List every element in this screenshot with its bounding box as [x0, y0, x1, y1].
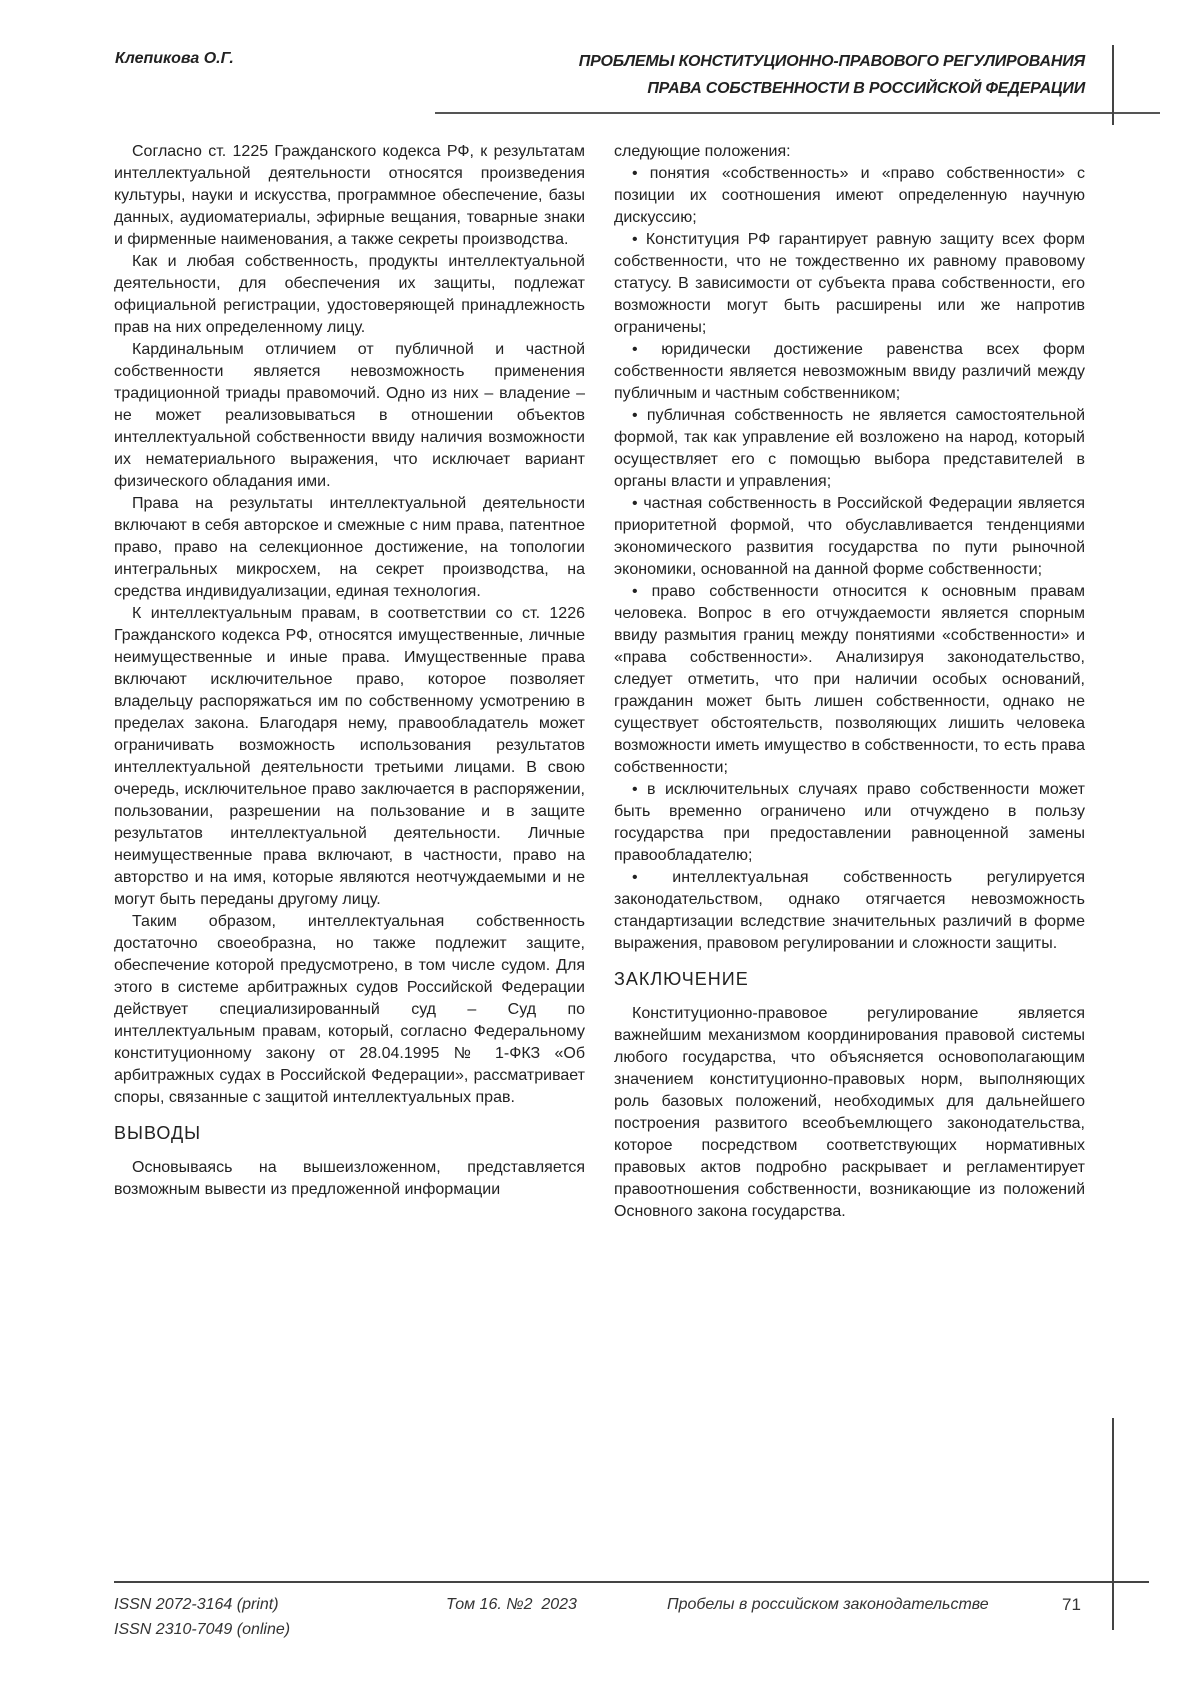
- paragraph: К интеллектуальным правам, в соответствии со ст. 1226 Гражданского кодекса РФ, относятся имущественные, личные неимущественные и иные права. Имущественные права включают исключительное право, которое позволяет владельцу распоряжаться им по собственному усмотрению в пределах закона. Благодаря нему, правообладатель может ограничивать возможность использования результатов интеллектуальной деятельности третьими лицами. В свою очередь, исключительное право заключается в распоряжении, пользовании, разрешении на пользование и в защите результатов интеллектуальной деятельности. Личные неимущественные права включают, в частности, право на авторство и на имя, которые являются неотчуждаемыми и не могут быть переданы другому лицу.: [114, 603, 585, 911]
- section-heading-conclusion: ЗАКЛЮЧЕНИЕ: [614, 967, 1085, 991]
- paragraph: Таким образом, интеллектуальная собственность достаточно своеобразна, но также подлежит защите, обеспечение которой предусмотрено, в том числе судом. Для этого в системе арбитражных судов Российской Федерации действует специализированный суд – Суд по интеллектуальным правам, который, согласно Федеральному конституционному закону от 28.04.1995 № 1-ФКЗ «Об арбитражных судах в Российской Федерации», рассматривает споры, связанные с защитой интеллектуальных прав.: [114, 911, 585, 1109]
- paragraph: Основываясь на вышеизложенном, представляется возможным вывести из предложенной информации: [114, 1157, 585, 1201]
- volume-issue: Том 16. №2 2023: [446, 1596, 577, 1614]
- paragraph-lead: следующие положения:: [614, 141, 1085, 163]
- bullet-item: • право собственности относится к основным правам человека. Вопрос в его отчуждаемости является спорным ввиду размытия границ между понятиями «собственности» и «права собственности». Анализируя законодательство, следует отметить, что при наличии особых оснований, гражданин может быть лишен собственности, однако не существует обстоятельств, позволяющих лишить человека возможности иметь имущество в собственности, то есть права собственности;: [614, 581, 1085, 779]
- bullet-item: • в исключительных случаях право собственности может быть временно ограничено или отчуждено в пользу государства при предоставлении равноценной замены правообладателю;: [614, 779, 1085, 867]
- section-heading-conclusions: ВЫВОДЫ: [114, 1121, 585, 1145]
- footer-rule: [114, 1581, 1149, 1583]
- title-line-1: ПРОБЛЕМЫ КОНСТИТУЦИОННО-ПРАВОВОГО РЕГУЛИРОВАНИЯ: [579, 48, 1085, 75]
- title-line-2: ПРАВА СОБСТВЕННОСТИ В РОССИЙСКОЙ ФЕДЕРАЦИИ: [579, 75, 1085, 102]
- bullet-item: • Конституция РФ гарантирует равную защиту всех форм собственности, что не тождественно их равному правовому статусу. В зависимости от субъекта права собственности, его возможности могут быть расширены или же напротив ограничены;: [614, 229, 1085, 339]
- paragraph: Как и любая собственность, продукты интеллектуальной деятельности, для обеспечения их защиты, подлежат официальной регистрации, удостоверяющей принадлежность прав на них определенному лицу.: [114, 251, 585, 339]
- paragraph: Согласно ст. 1225 Гражданского кодекса РФ, к результатам интеллектуальной деятельности относятся произведения культуры, науки и искусства, программное обеспечение, базы данных, аудиоматериалы, эфирные вещания, товарные знаки и фирменные наименования, а также секреты производства.: [114, 141, 585, 251]
- paragraph: Кардинальным отличием от публичной и частной собственности является невозможность применения традиционной триады правомочий. Одно из них – владение – не может реализовываться в отношении объектов интеллектуальной собственности ввиду наличия возможности их нематериального выражения, что исключает вариант физического обладания ими.: [114, 339, 585, 493]
- left-column: [114, 141, 585, 1201]
- footer-crop-mark: [1112, 1418, 1114, 1630]
- running-header-author: Клепикова О.Г.: [115, 50, 234, 68]
- header-crop-mark: [1112, 45, 1114, 125]
- paragraph: Конституционно-правовое регулирование является важнейшим механизмом координирования правовой системы любого государства, что объясняется основополагающим значением конституционно-правовых норм, выполняющих роль базовых положений, необходимых для дальнейшего построения развитого всеобъемлющего законодательства, которое посредством соответствующих нормативных правовых актов подробно раскрывает и регламентирует правоотношения собственности, возникающие из положений Основного закона государства.: [614, 1003, 1085, 1223]
- running-header-title: [579, 48, 1085, 102]
- bullet-item: • юридически достижение равенства всех форм собственности является невозможным ввиду различий между публичным и частным собственником;: [614, 339, 1085, 405]
- header-rule: [435, 112, 1160, 114]
- paragraph: Права на результаты интеллектуальной деятельности включают в себя авторское и смежные с ним права, патентное право, право на селекционное достижение, на топологии интегральных микросхем, на секрет производства, на средства индивидуализации, единая технология.: [114, 493, 585, 603]
- bullet-item: • понятия «собственность» и «право собственности» с позиции их соотношения имеют определенную научную дискуссию;: [614, 163, 1085, 229]
- issn-online: ISSN 2310-7049 (online): [114, 1621, 290, 1639]
- issn-print: ISSN 2072-3164 (print): [114, 1596, 279, 1614]
- bullet-item: • частная собственность в Российской Федерации является приоритетной формой, что обуславливается тенденциями экономического развития государства по пути рыночной экономики, основанной на данной форме собственности;: [614, 493, 1085, 581]
- journal-name: Пробелы в российском законодательстве: [667, 1596, 989, 1614]
- bullet-item: • интеллектуальная собственность регулируется законодательством, однако отягчается невозможность стандартизации вследствие значительных различий в форме выражения, правовом регулировании и сложности защиты.: [614, 867, 1085, 955]
- page-number: 71: [1062, 1595, 1081, 1615]
- bullet-item: • публичная собственность не является самостоятельной формой, так как управление ей возложено на народ, который осуществляет его с помощью выбора представителей в органы власти и управления;: [614, 405, 1085, 493]
- right-column: [614, 141, 1085, 1223]
